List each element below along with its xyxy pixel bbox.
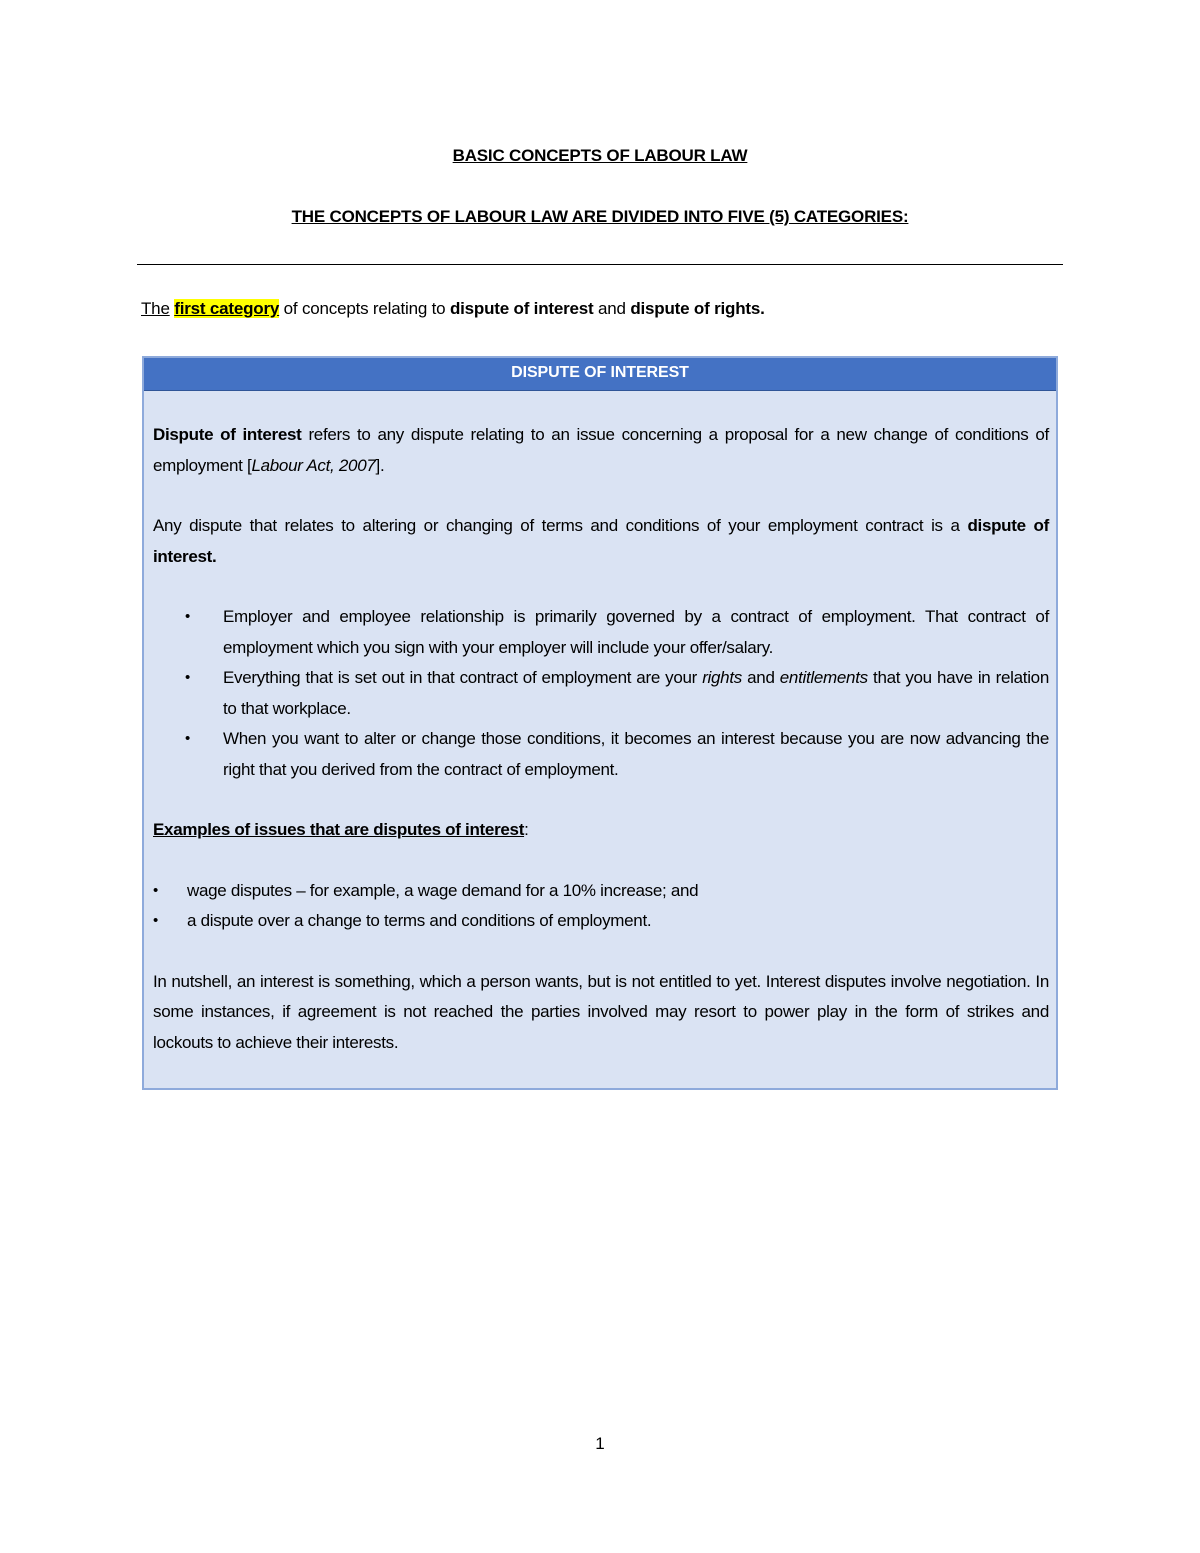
list-item [153, 906, 1049, 937]
bullet-icon: • [153, 912, 158, 929]
document-subtitle: THE CONCEPTS OF LABOUR LAW ARE DIVIDED INTO FIVE (5) CATEGORIES: [291, 207, 909, 226]
intro-part3: and [598, 299, 626, 318]
list-item [153, 876, 1049, 907]
intro-term-dispute-of-interest: dispute of interest [449, 299, 594, 318]
page-number: 1 [595, 1434, 605, 1453]
examples-heading [153, 815, 1049, 846]
intro-term-dispute-of-rights: dispute of rights. [630, 299, 765, 318]
list-item-text-post: that you have in relation to that workplace. [223, 668, 1049, 718]
list-item [153, 724, 1049, 785]
bullet-icon: • [185, 730, 190, 747]
examples-bullet-list [153, 876, 1049, 937]
box-body [153, 420, 1049, 1088]
relationship-bullet-list [153, 602, 1049, 785]
bullet-icon: • [185, 669, 190, 686]
examples-heading-colon: : [524, 820, 529, 839]
list-item-em-entitlements: entitlements [779, 668, 868, 687]
intro-part2: of concepts relating to [283, 299, 446, 318]
list-item-text: When you want to alter or change those conditions, it becomes an interest because you are now advancing the right that you derived from the contract of employment. [223, 729, 1049, 779]
list-item-em-rights: rights [702, 668, 742, 687]
intro-highlight: first category [174, 299, 280, 318]
intro-sentence [141, 299, 765, 319]
definition-end: ]. [375, 455, 385, 475]
intro-part1: The [141, 299, 170, 318]
list-item-text: a dispute over a change to terms and conditions of employment. [187, 911, 652, 930]
contract-paragraph [153, 511, 1049, 572]
examples-heading-text: Examples of issues that are disputes of interest [153, 820, 525, 839]
dispute-of-interest-box [142, 356, 1058, 1090]
list-item-text-mid: and [747, 668, 775, 687]
document-title: BASIC CONCEPTS OF LABOUR LAW [452, 146, 748, 165]
definition-text: refers to any dispute relating to an issue concerning a proposal for a new change of conditions of employment [ [153, 425, 1049, 475]
list-item [153, 663, 1049, 724]
definition-citation: Labour Act, 2007 [251, 455, 376, 475]
conclusion-paragraph: In nutshell, an interest is something, which a person wants, but is not entitled to yet. Interest disputes involve negotiation. In some instances, if agreement is not reached the parties involved may resort to power play in the form of strikes and lockouts to achieve their interests. [153, 971, 1049, 1052]
list-item-text: Employer and employee relationship is primarily governed by a contract of employment. That contract of employment which you sign with your employer will include your offer/salary. [223, 607, 1049, 657]
contract-paragraph-term: dispute of interest. [153, 516, 1049, 566]
list-item-text-pre: Everything that is set out in that contract of employment are your [223, 668, 698, 687]
box-header: DISPUTE OF INTEREST [144, 358, 1056, 391]
contract-paragraph-text: Any dispute that relates to altering or changing of terms and conditions of your employment contract is a [153, 516, 960, 535]
bullet-icon: • [153, 881, 158, 899]
list-item [153, 602, 1049, 663]
bullet-icon: • [185, 608, 190, 625]
definition-term: Dispute of interest [153, 425, 302, 444]
list-item-text: wage disputes – for example, a wage demand for a 10% increase; and [187, 880, 699, 900]
horizontal-divider [137, 264, 1063, 265]
definition-paragraph [153, 420, 1049, 481]
